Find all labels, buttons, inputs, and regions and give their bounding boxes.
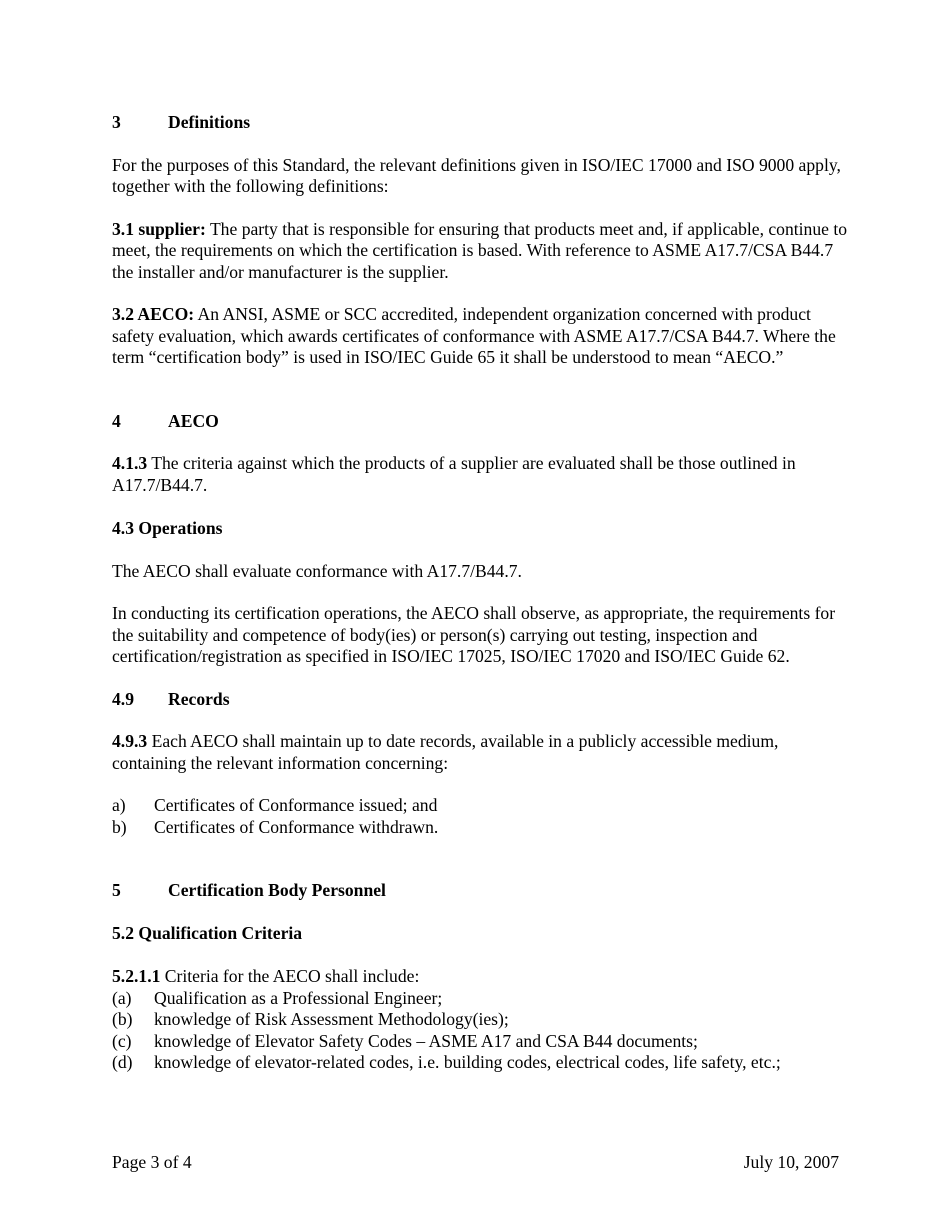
- clause-4-1-3: [112, 453, 852, 496]
- clause-number: 4.1.3: [112, 453, 148, 473]
- definition-term: 3.2 AECO:: [112, 304, 195, 324]
- section-title: Definitions: [168, 112, 251, 132]
- clause-text: Criteria for the AECO shall include:: [160, 966, 420, 986]
- section-4-9-heading: [112, 689, 852, 711]
- section-5-2-heading: 5.2 Qualification Criteria: [112, 922, 303, 943]
- list-marker: b): [112, 816, 127, 837]
- clause-number: 4.9.3: [112, 731, 148, 751]
- clause-text: Each AECO shall maintain up to date records, available in a publicly accessible medium, containing the relevant information concerning:: [112, 731, 779, 773]
- definition-3-1: [112, 219, 852, 284]
- list-text: Qualification as a Professional Engineer;: [154, 987, 443, 1008]
- section-number: 4.9: [112, 688, 134, 709]
- criteria-list: [112, 988, 852, 1074]
- definition-term: 3.1 supplier:: [112, 218, 206, 239]
- list-item: [112, 1031, 852, 1053]
- list-marker: (c): [112, 1030, 132, 1051]
- section-4-3-heading: 4.3 Operations: [112, 518, 223, 538]
- list-item: [112, 1052, 852, 1074]
- operations-paragraph-1: The AECO shall evaluate conformance with A17.7/B44.7.: [112, 560, 522, 581]
- clause-5-2-1-1: [112, 966, 852, 988]
- definition-text: The party that is responsible for ensuring that products meet and, if applicable, continue to meet, the requirements on which the certification is based. With reference to ASME A17.7/CSA B44.7 the installer and/or manufacturer is the supplier.: [112, 218, 848, 282]
- section-title: Records: [168, 688, 230, 709]
- definitions-intro: For the purposes of this Standard, the relevant definitions given in ISO/IEC 17000 and ISO 9000 apply, together with the following definitions:: [112, 154, 841, 196]
- section-title: Certification Body Personnel: [168, 880, 386, 900]
- list-item: [112, 817, 852, 839]
- list-item: [112, 795, 852, 817]
- clause-text: The criteria against which the products of a supplier are evaluated shall be those outlined in A17.7/B44.7.: [112, 453, 796, 495]
- document-date: July 10, 2007: [743, 1152, 839, 1172]
- list-text: knowledge of Risk Assessment Methodology(ies);: [154, 1009, 509, 1029]
- page-number: Page 3 of 4: [112, 1152, 192, 1172]
- list-item: [112, 1009, 852, 1031]
- section-number: 3: [112, 112, 121, 132]
- list-text: knowledge of elevator-related codes, i.e. building codes, electrical codes, life safety, etc.;: [154, 1052, 781, 1072]
- list-marker: (d): [112, 1052, 133, 1072]
- document-page: [112, 112, 852, 1074]
- list-text: Certificates of Conformance withdrawn.: [154, 816, 439, 837]
- clause-4-9-3: [112, 731, 852, 774]
- list-text: knowledge of Elevator Safety Codes – ASME A17 and CSA B44 documents;: [154, 1030, 698, 1051]
- list-marker: (b): [112, 1009, 133, 1029]
- records-list: [112, 795, 852, 838]
- operations-paragraph-2: In conducting its certification operations, the AECO shall observe, as appropriate, the requirements for the suitability and competence of body(ies) or person(s) carrying out testing, inspection and certification/registration as specified in ISO/IEC 17025, ISO/IEC 17020 and ISO/IEC Guide 62.: [112, 603, 836, 666]
- definition-text: An ANSI, ASME or SCC accredited, independent organization concerned with product safety evaluation, which awards certificates of conformance with ASME A17.7/CSA B44.7. Where the term “certification body” is used in ISO/IEC Guide 65 it shall be understood to mean “AECO.”: [112, 304, 836, 367]
- section-title: AECO: [168, 410, 219, 431]
- page-footer: [112, 1152, 839, 1174]
- list-marker: (a): [112, 987, 132, 1008]
- section-3-heading: [112, 112, 852, 134]
- definition-3-2: [112, 304, 852, 369]
- list-item: [112, 988, 852, 1010]
- section-number: 5: [112, 880, 121, 900]
- section-5-heading: [112, 880, 852, 902]
- list-marker: a): [112, 795, 126, 815]
- section-number: 4: [112, 410, 121, 431]
- section-4-heading: [112, 411, 852, 433]
- list-text: Certificates of Conformance issued; and: [154, 795, 438, 815]
- clause-number: 5.2.1.1: [112, 966, 161, 986]
